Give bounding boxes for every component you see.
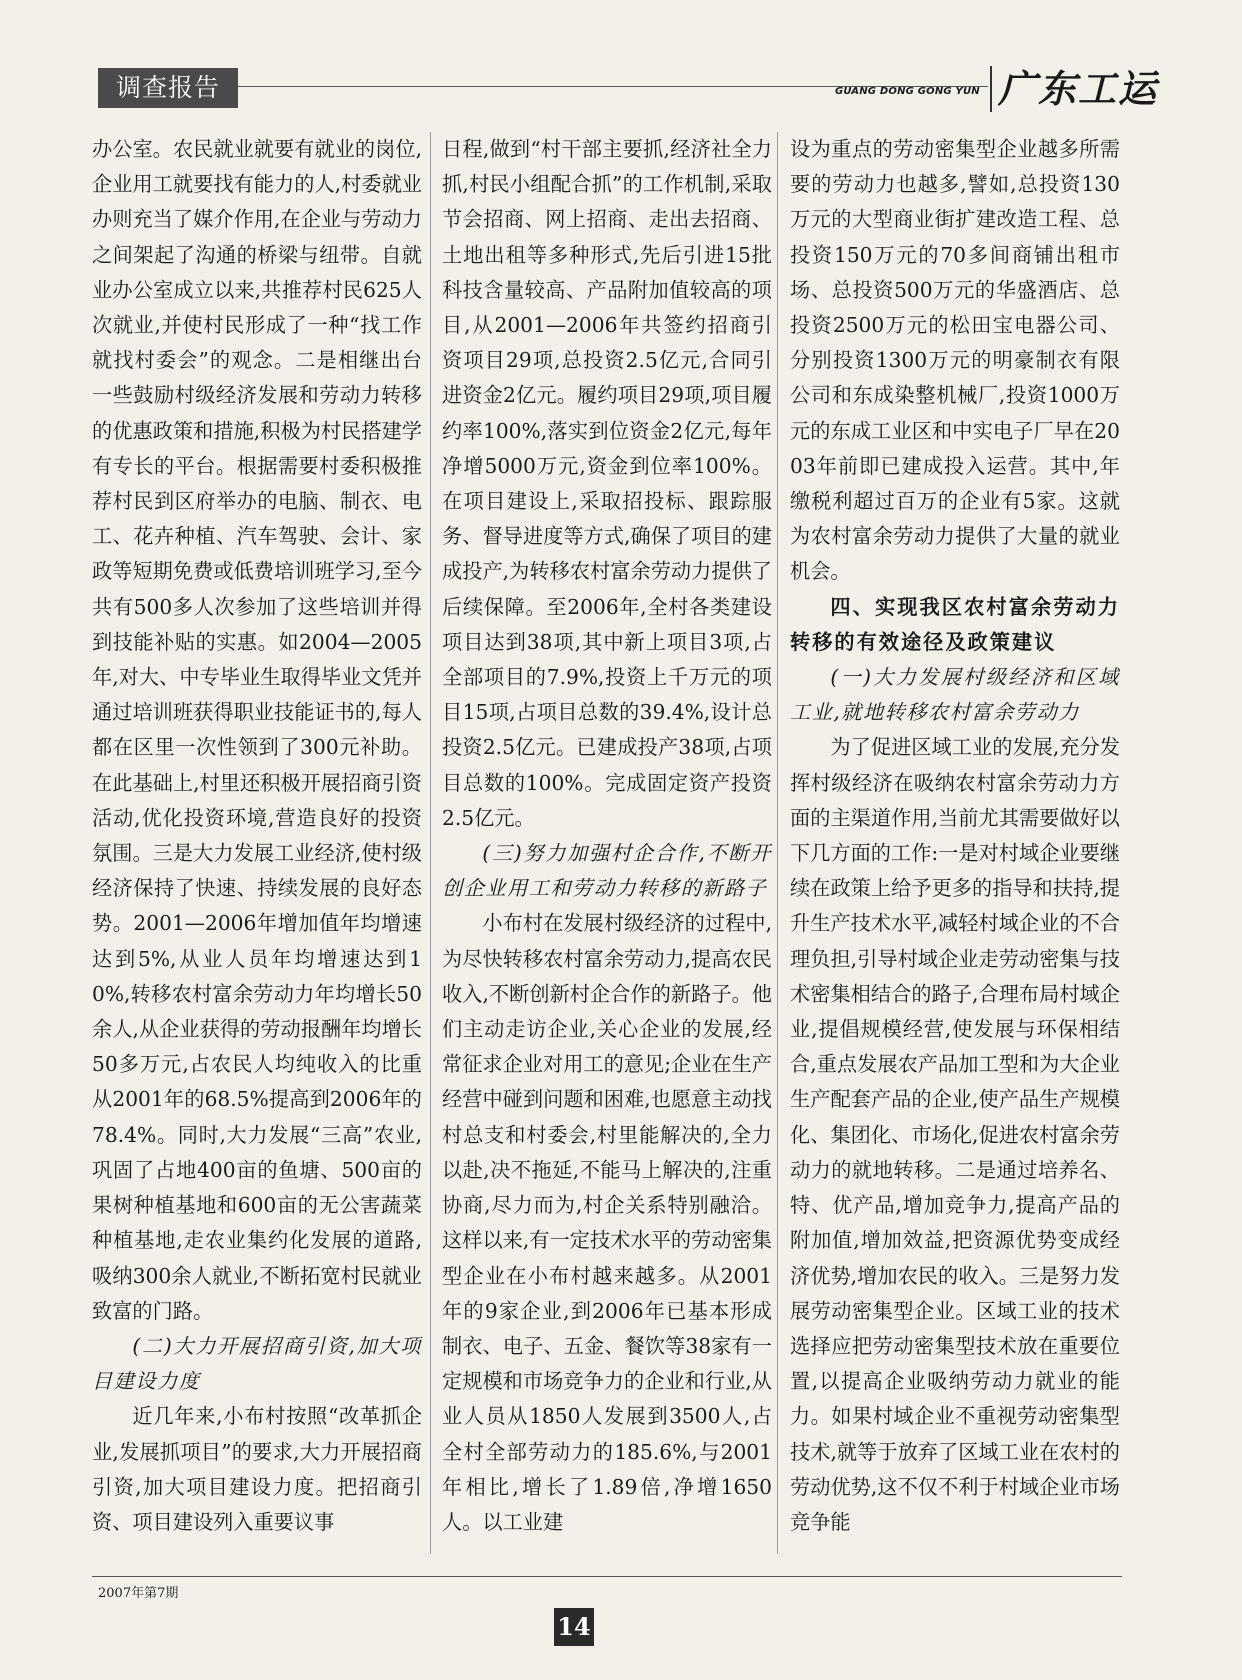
text-column-2 xyxy=(442,132,772,1554)
paragraph: 为了促进区域工业的发展,充分发挥村级经济在吸纳农村富余劳动力方面的主渠道作用,当前尤其需要做好以下几方面的工作:一是对村域企业要继续在政策上给予更多的指导和扶持,提升生产技术水平,减轻村域企业的不合理负担,引导村域企业走劳动密集与技术密集相结合的路子,合理布局村域企业,提倡规模经营,使发展与环保相结合,重点发展农产品加工型和为大企业生产配套产品的企业,使产品生产规模化、集团化、市场化,促进农村富余劳动力的就地转移。二是通过培养名、特、优产品,增加竞争力,提高产品的附加值,增加效益,把资源优势变成经济优势,增加农民的收入。三是努力发展劳动密集型企业。区域工业的技术选择应把劳动密集型技术放在重要位置,以提高企业吸纳劳动力就业的能力。如果村域企业不重视劳动密集型技术,就等于放弃了区域工业在农村的劳动优势,这不仅不利于村域企业市场竞争能 xyxy=(790,735,1120,1534)
section-heading: 四、实现我区农村富余劳动力转移的有效途径及政策建议 xyxy=(790,594,1120,654)
header-divider xyxy=(990,66,992,112)
text-column-1 xyxy=(92,132,422,1554)
page-number: 14 xyxy=(554,1608,594,1646)
paragraph: 近几年来,小布村按照“改革抓企业,发展抓项目”的要求,大力开展招商引资,加大项目建设力度。把招商引资、项目建设列入重要议事 xyxy=(92,1404,422,1534)
subheading: (二)大力开展招商引资,加大项目建设力度 xyxy=(92,1333,422,1394)
magazine-name-en: GUANG DONG GONG YUN xyxy=(835,86,980,97)
paragraph: 办公室。农民就业就要有就业的岗位,企业用工就要找有能力的人,村委就业办则充当了媒介作用,在企业与劳动力之间架起了沟通的桥梁与纽带。自就业办公室成立以来,共推荐村民625人次就业,并使村民形成了一种“找工作就找村委会”的观念。二是相继出台一些鼓励村级经济发展和劳动力转移的优惠政策和措施,积极为村民搭建学有专长的平台。根据需要村委积极推荐村民到区府举办的电脑、制衣、电工、花卉种植、汽车驾驶、会计、家政等短期免费或低费培训班学习,至今共有500多人次参加了这些培训并得到技能补贴的实惠。如2004—2005年,对大、中专毕业生取得毕业文凭并通过培训班获得职业技能证书的,每人都在区里一次性领到了300元补助。在此基础上,村里还积极开展招商引资活动,优化投资环境,营造良好的投资氛围。三是大力发展工业经济,使村级经济保持了快速、持续发展的良好态势。2001—2006年增加值年均增速达到5%,从业人员年均增速达到10%,转移农村富余劳动力年均增长50余人,从企业获得的劳动报酬年均增长50多万元,占农民人均纯收入的比重从2001年的68.5%提高到2006年的78.4%。同时,大力发展“三高”农业,巩固了占地400亩的鱼塘、500亩的果树种植基地和600亩的无公害蔬菜种植基地,走农业集约化发展的道路,吸纳300余人就业,不断拓宽村民就业致富的门路。 xyxy=(92,137,422,1323)
section-tag: 调查报告 xyxy=(98,68,238,108)
subheading: (一)大力发展村级经济和区域工业,就地转移农村富余劳动力 xyxy=(790,665,1120,725)
subheading: (三)努力加强村企合作,不断开创企业用工和劳动力转移的新路子 xyxy=(442,841,772,901)
issue-label: 2007年第7期 xyxy=(98,1586,179,1601)
paragraph: 设为重点的劳动密集型企业越多所需要的劳动力也越多,譬如,总投资130万元的大型商业街扩建改造工程、总投资150万元的70多间商铺出租市场、总投资500万元的华盛酒店、总投资2500万元的松田宝电器公司、分别投资1300万元的明豪制衣有限公司和东成染整机械厂,投资1000万元的东成工业区和中实电子厂早在2003年前即已建成投入运营。其中,年缴税利超过百万的企业有5家。这就为农村富余劳动力提供了大量的就业机会。 xyxy=(790,137,1120,584)
magazine-logo: 广东工运 xyxy=(998,66,1159,111)
column-divider xyxy=(777,132,778,1554)
footer-rule xyxy=(92,1576,1122,1577)
text-column-3 xyxy=(790,132,1120,1554)
column-divider xyxy=(430,132,431,1554)
paragraph: 日程,做到“村干部主要抓,经济社全力抓,村民小组配合抓”的工作机制,采取节会招商、网上招商、走出去招商、土地出租等多种形式,先后引进15批科技含量较高、产品附加值较高的项目,从2001—2006年共签约招商引资项目29项,总投资2.5亿元,合同引进资金2亿元。履约项目29项,项目履约率100%,落实到位资金2亿元,每年净增5000万元,资金到位率100%。在项目建设上,采取招投标、跟踪服务、督导进度等方式,确保了项目的建成投产,为转移农村富余劳动力提供了后续保障。至2006年,全村各类建设项目达到38项,其中新上项目3项,占全部项目的7.9%,投资上千万元的项目15项,占项目总数的39.4%,设计总投资2.5亿元。已建成投产38项,占项目总数的100%。完成固定资产投资2.5亿元。 xyxy=(442,137,772,830)
paragraph: 小布村在发展村级经济的过程中,为尽快转移农村富余劳动力,提高农民收入,不断创新村企合作的新路子。他们主动走访企业,关心企业的发展,经常征求企业对用工的意见;企业在生产经营中碰到问题和困难,也愿意主动找村总支和村委会,村里能解决的,全力以赴,决不拖延,不能马上解决的,注重协商,尽力而为,村企关系特别融洽。这样以来,有一定技术水平的劳动密集型企业在小布村越来越多。从2001年的9家企业,到2006年已基本形成制衣、电子、五金、餐饮等38家有一定规模和市场竞争力的企业和行业,从业人员从1850人发展到3500人,占全村全部劳动力的185.6%,与2001年相比,增长了1.89倍,净增1650人。以工业建 xyxy=(442,911,772,1534)
page-header xyxy=(0,0,1242,120)
